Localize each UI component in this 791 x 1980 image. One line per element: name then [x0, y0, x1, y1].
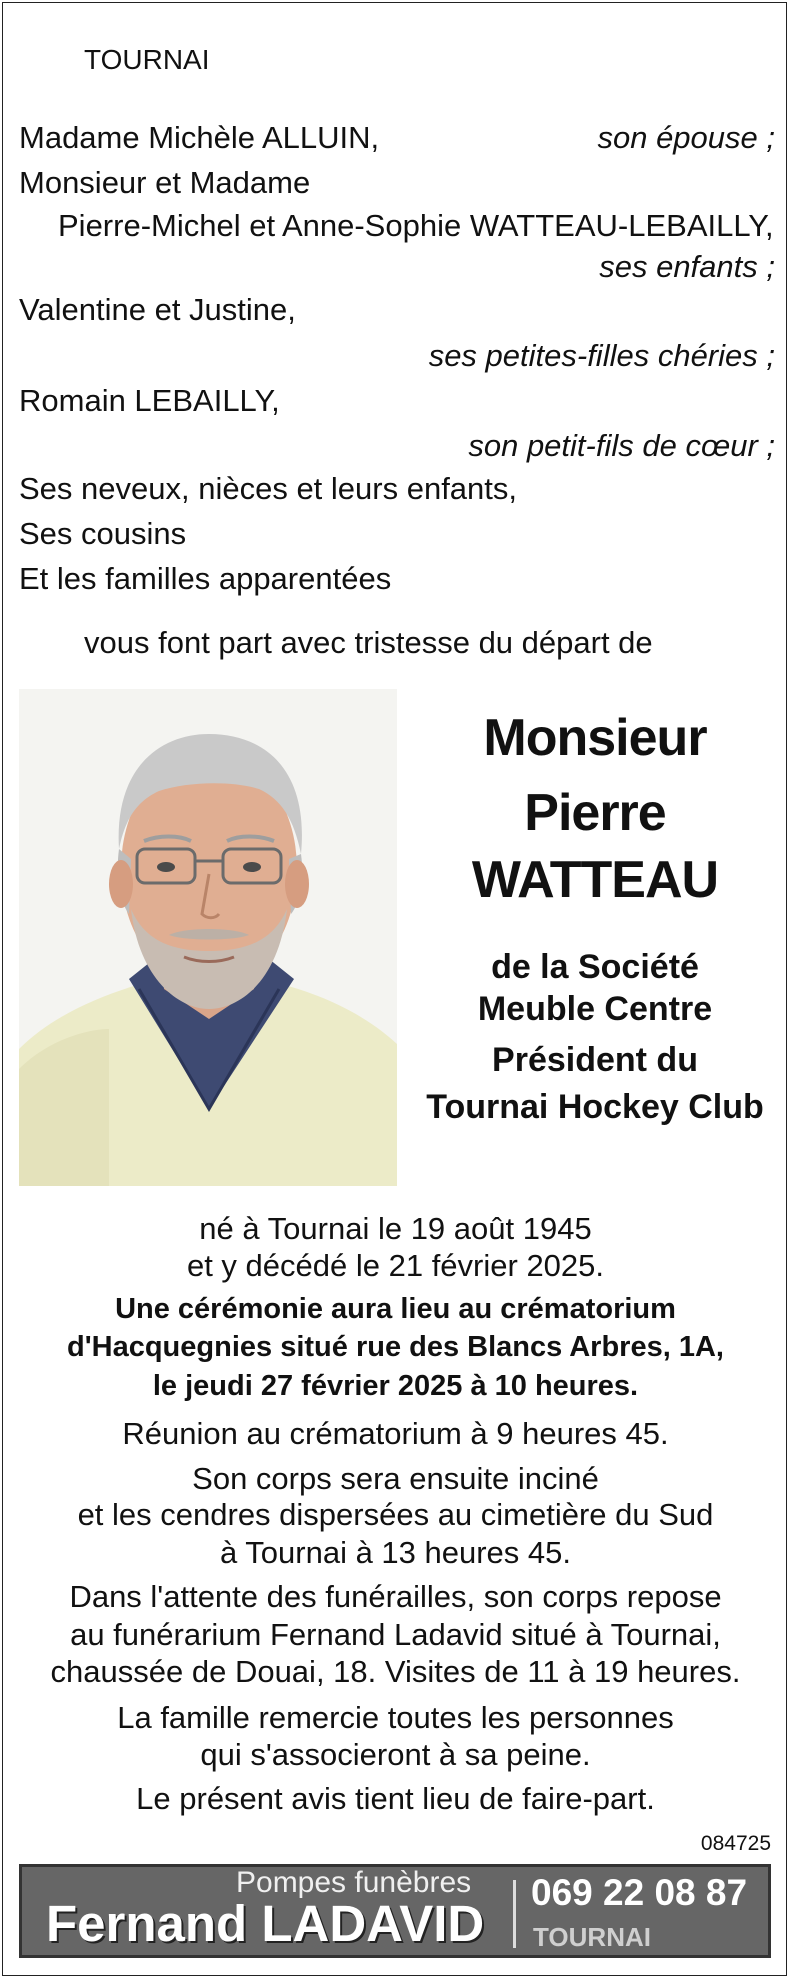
other-relatives-3: Et les familles apparentées	[19, 561, 392, 596]
ceremony-line-1: Une cérémonie aura lieu au crématorium	[115, 1293, 676, 1325]
granddaughters-names: Valentine et Justine,	[19, 292, 296, 327]
deceased-first-name: Pierre	[524, 784, 666, 842]
portrait-photo	[19, 689, 397, 1186]
banner-divider	[513, 1880, 516, 1948]
funeral-home-tagline: Pompes funèbres	[236, 1866, 472, 1899]
deceased-title: Monsieur	[483, 709, 707, 767]
portrait-illustration	[19, 689, 397, 1186]
spouse-role: son épouse ;	[597, 120, 775, 155]
repose-line-2: au funérarium Fernand Ladavid situé à Tournai,	[70, 1617, 721, 1652]
children-line2: Pierre-Michel et Anne-Sophie WATTEAU-LEBAILLY,	[58, 208, 774, 243]
notice-line: Le présent avis tient lieu de faire-part.	[136, 1781, 655, 1816]
repose-line-3: chaussée de Douai, 18. Visites de 11 à 19 heures.	[50, 1654, 741, 1689]
death-line: et y décédé le 21 février 2025.	[186, 1248, 605, 1283]
thanks-line-2: qui s'associeront à sa peine.	[200, 1737, 591, 1772]
meeting-line: Réunion au crématorium à 9 heures 45.	[122, 1416, 669, 1451]
ceremony-line-3: le jeudi 27 février 2025 à 10 heures.	[152, 1370, 639, 1402]
cremation-line-1: Son corps sera ensuite inciné	[192, 1461, 599, 1496]
reference-number: 084725	[700, 1832, 771, 1855]
children-role: ses enfants ;	[599, 249, 775, 284]
announcement-line: vous font part avec tristesse du départ de	[84, 625, 653, 660]
repose-line-1: Dans l'attente des funérailles, son corps repose	[69, 1579, 722, 1614]
affiliation-line-1: de la Société	[491, 948, 699, 986]
ceremony-line-2: d'Hacquegnies situé rue des Blancs Arbres, 1A,	[67, 1331, 724, 1363]
funeral-home-name: Fernand LADAVID	[46, 1895, 485, 1952]
cremation-line-3: à Tournai à 13 heures 45.	[219, 1535, 572, 1570]
birth-line: né à Tournai le 19 août 1945	[199, 1211, 592, 1246]
affiliation-line-2: Meuble Centre	[477, 990, 713, 1028]
funeral-home-phone: 069 22 08 87	[531, 1872, 748, 1913]
spouse-name: Madame Michèle ALLUIN,	[19, 120, 380, 155]
other-relatives-1: Ses neveux, nièces et leurs enfants,	[19, 471, 518, 506]
deceased-last-name: WATTEAU	[471, 851, 719, 909]
thanks-line-1: La famille remercie toutes les personnes	[117, 1700, 674, 1735]
children-line1: Monsieur et Madame	[19, 165, 311, 200]
other-relatives-2: Ses cousins	[19, 516, 187, 551]
grandson-name: Romain LEBAILLY,	[19, 383, 280, 418]
cremation-line-2: et les cendres dispersées au cimetière du Sud	[77, 1497, 714, 1532]
grandson-role: son petit-fils de cœur ;	[468, 428, 775, 463]
affiliation-line-3: Président du	[492, 1041, 698, 1079]
granddaughters-role: ses petites-filles chéries ;	[428, 338, 775, 373]
header-city: TOURNAI	[84, 44, 210, 75]
affiliation-line-4: Tournai Hockey Club	[426, 1088, 764, 1126]
funeral-home-city: TOURNAI	[533, 1922, 651, 1952]
